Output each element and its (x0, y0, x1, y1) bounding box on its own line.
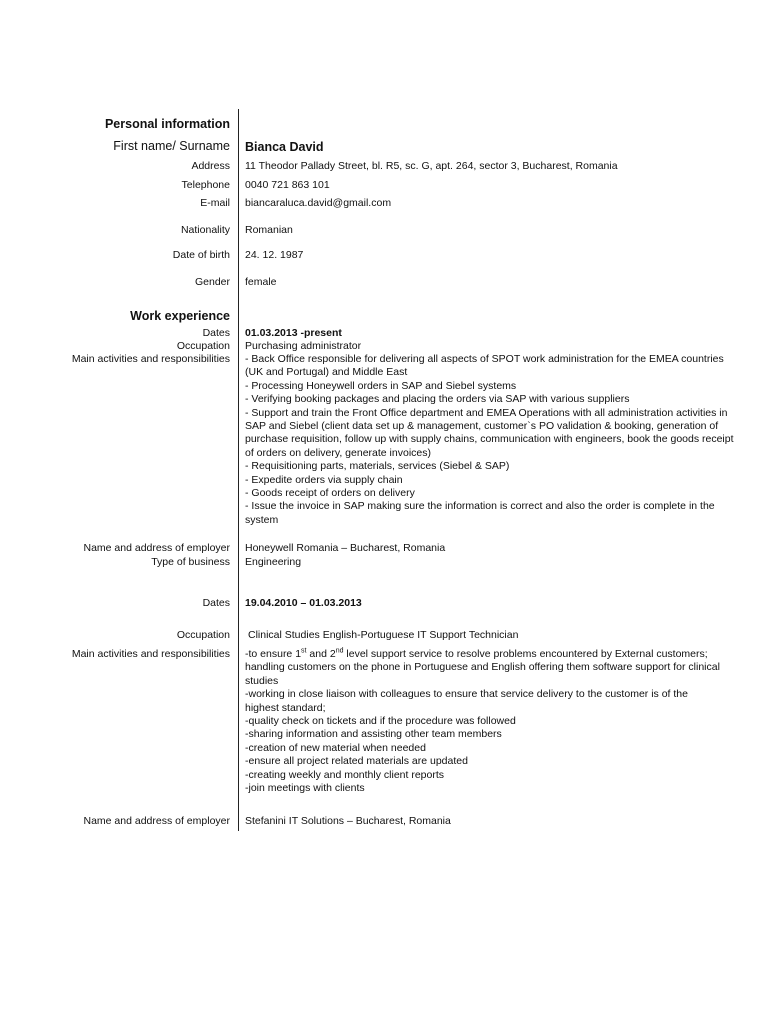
job2-dates-label: Dates (202, 597, 230, 609)
telephone-value: 0040 721 863 101 (245, 179, 330, 191)
column-divider (238, 109, 239, 831)
job2-activity-line: -join meetings with clients (245, 782, 365, 795)
gender-label: Gender (194, 276, 230, 288)
job2-activity-line: -sharing information and assisting other team members (245, 728, 502, 741)
job1-activity-line: - Requisitioning parts, materials, services (Siebel & SAP) (245, 460, 510, 473)
job2-occupation: Clinical Studies English-Portuguese IT Support Technician (248, 629, 519, 641)
job1-activity-line: SAP and Siebel (client data set up & management, customer`s PO validation & booking, generation of (245, 420, 719, 433)
nationality-label: Nationality (180, 224, 230, 236)
job2-activity-line: -creation of new material when needed (245, 741, 426, 754)
job1-activity-line: - Back Office responsible for delivering all aspects of SPOT work administration for the EMEA countries (245, 353, 724, 365)
job2-dates: 19.04.2010 – 01.03.2013 (245, 597, 362, 609)
job1-activity-line: system (245, 513, 279, 526)
job1-employer-label: Name and address of employer (83, 542, 230, 554)
gender-value: female (245, 276, 277, 288)
job1-occupation-label: Occupation (176, 340, 230, 352)
job2-activity-line: -ensure all project related materials are updated (245, 755, 468, 768)
job2-activity-line: studies (245, 674, 279, 687)
name-label: First name/ Surname (113, 139, 230, 153)
job1-activity-line: - Processing Honeywell orders in SAP and Siebel systems (245, 379, 517, 392)
job1-dates-label: Dates (202, 327, 230, 339)
dob-label: Date of birth (172, 249, 230, 261)
job2-activities-label: Main activities and responsibilities (71, 648, 230, 660)
job1-activity-line: (UK and Portugal) and Middle East (245, 366, 408, 379)
telephone-label: Telephone (181, 179, 230, 191)
job2-activity-line: -to ensure 1st and 2nd level support service to resolve problems encountered by External customers; (245, 647, 708, 660)
job2-employer-label: Name and address of employer (83, 815, 230, 827)
job2-activity-line: -quality check on tickets and if the procedure was followed (245, 715, 516, 728)
job1-activities-label: Main activities and responsibilities (71, 353, 230, 365)
job2-activity-line: -working in close liaison with colleagues to ensure that service delivery to the customer is of the (245, 688, 688, 701)
dob-value: 24. 12. 1987 (245, 249, 304, 261)
job1-occupation: Purchasing administrator (245, 340, 362, 352)
job2-employer: Stefanini IT Solutions – Bucharest, Romania (245, 815, 451, 827)
job2-activity-line: highest standard; (245, 701, 326, 714)
job1-dates: 01.03.2013 -present (245, 327, 342, 339)
address-value: 11 Theodor Pallady Street, bl. R5, sc. G, apt. 264, sector 3, Bucharest, Romania (245, 160, 618, 172)
nationality-value: Romanian (245, 224, 293, 236)
job1-activities (245, 353, 735, 527)
address-label: Address (191, 160, 230, 172)
job1-employer: Honeywell Romania – Bucharest, Romania (245, 542, 446, 554)
personal-information-heading: Personal information (104, 117, 230, 131)
job2-activity-line: -creating weekly and monthly client reports (245, 768, 445, 781)
job1-activity-line: - Support and train the Front Office department and EMEA Operations with all administration activities in (245, 406, 728, 419)
job2-activity-line: handling customers on the phone in Portuguese and English offering them software support for clinical (245, 661, 720, 674)
job1-activity-line: - Goods receipt of orders on delivery (245, 487, 415, 500)
job1-activity-line: of orders on delivery, generate invoices) (245, 446, 431, 459)
email-label: E-mail (200, 197, 230, 209)
work-experience-heading: Work experience (130, 309, 230, 323)
job1-activity-line: - Verifying booking packages and placing the orders via SAP with various suppliers (245, 393, 630, 406)
job1-business: Engineering (245, 556, 302, 568)
job1-activity-line: - Expedite orders via supply chain (245, 473, 403, 486)
job1-activity-line: purchase requisition, follow up with supply chains, communication with engineers, book the goods receipt (245, 433, 734, 446)
full-name: Bianca David (245, 140, 324, 154)
job2-occupation-label: Occupation (176, 629, 230, 641)
job1-activity-line: - Issue the invoice in SAP making sure the information is correct and also the order is complete in the (245, 500, 715, 513)
job1-business-label: Type of business (151, 556, 230, 568)
email-value: biancaraluca.david@gmail.com (245, 197, 392, 209)
job2-activities (245, 648, 735, 795)
